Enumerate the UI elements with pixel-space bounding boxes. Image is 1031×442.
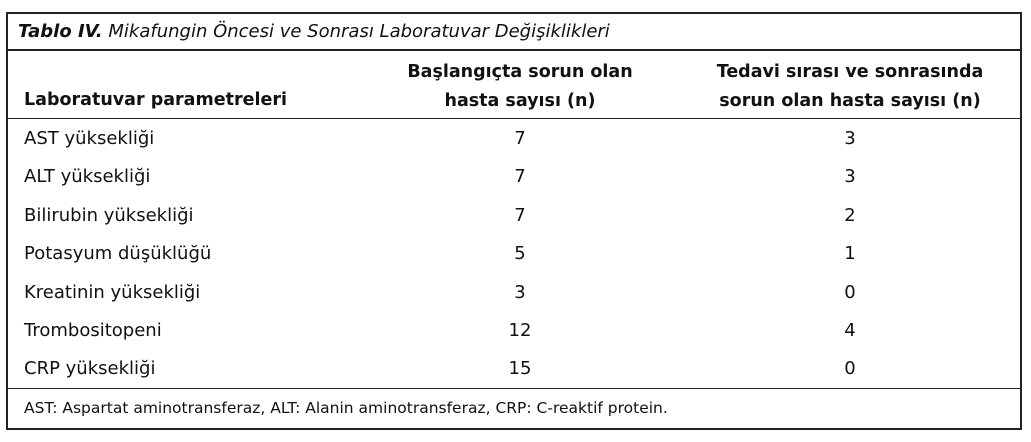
cell-baseline: 3 [514,281,526,303]
table-row [8,274,1020,312]
cell-baseline: 5 [514,243,526,265]
cell-during: 1 [844,243,856,265]
cell-param: Potasyum düşüklüğü [24,243,212,265]
table-row [8,158,1020,196]
cell-during: 4 [844,319,856,341]
header-during [685,58,1015,116]
header-divider [8,118,1020,119]
table-row [8,235,1020,273]
cell-baseline: 7 [514,128,526,149]
table-caption-title: Mikafungin Öncesi ve Sonrası Laboratuvar Değişiklikleri [108,21,610,42]
header-param: Laboratuvar parametreleri [24,90,287,110]
table-row [8,312,1020,350]
header-during-line1: Tedavi sırası ve sonrasında [716,62,984,82]
header-during-line2: sorun olan hasta sayısı (n) [719,91,981,111]
footer-divider [8,388,1020,389]
cell-during: 0 [844,358,856,380]
cell-baseline: 7 [514,166,526,188]
table-footnote: AST: Aspartat aminotransferaz, ALT: Alanin aminotransferaz, CRP: C-reaktif protein. [24,399,668,417]
cell-param: ALT yüksekliği [24,166,151,188]
caption-divider [8,49,1020,51]
cell-param: Trombositopeni [24,319,162,341]
cell-during: 2 [844,204,856,226]
table-caption [18,18,610,46]
cell-baseline: 15 [508,358,532,380]
cell-baseline: 7 [514,204,526,226]
header-baseline [360,58,680,116]
cell-param: Kreatinin yüksekliği [24,281,201,303]
cell-param: AST yüksekliği [24,128,155,149]
table-caption-label: Tablo IV. [18,21,103,42]
table-body [8,120,1020,389]
header-baseline-line1: Başlangıçta sorun olan [407,62,633,82]
cell-param: CRP yüksekliği [24,358,156,380]
cell-during: 3 [844,128,856,149]
table-row [8,197,1020,235]
table-row [8,120,1020,158]
cell-during: 0 [844,281,856,303]
cell-param: Bilirubin yüksekliği [24,204,194,226]
cell-baseline: 12 [508,319,532,341]
cell-during: 3 [844,166,856,188]
table-row [8,350,1020,388]
header-baseline-line2: hasta sayısı (n) [444,91,596,111]
